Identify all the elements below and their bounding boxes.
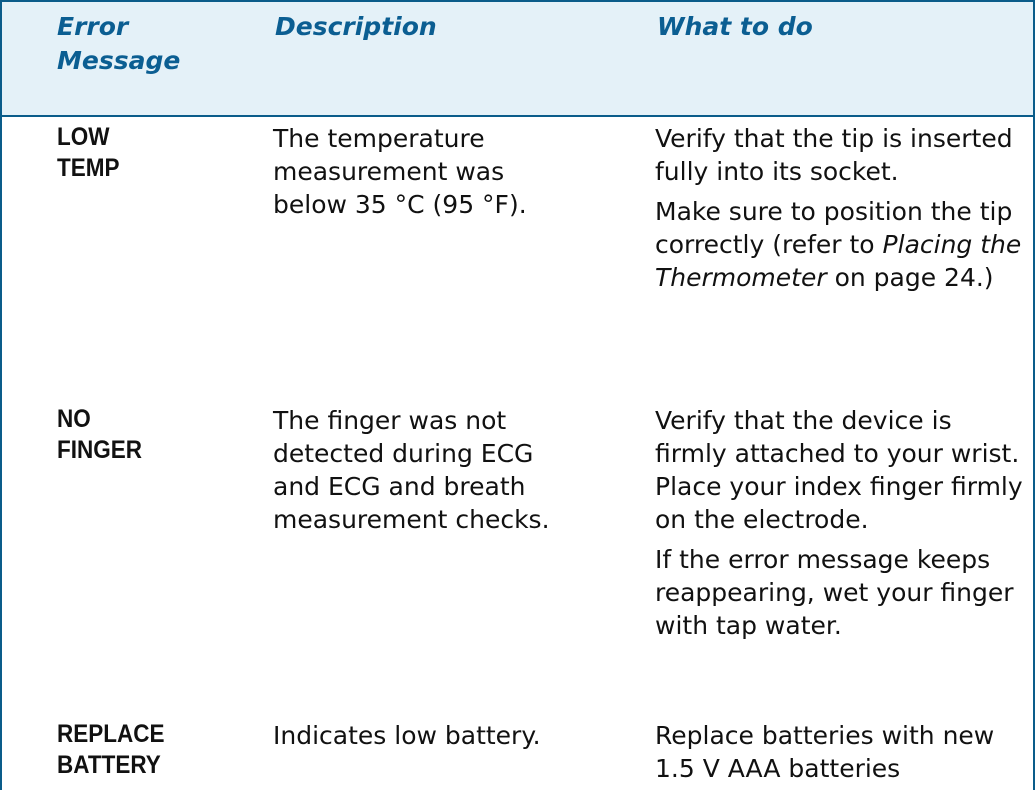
error-description: The temperature measurement was below 35 °C (95 °F). — [273, 124, 527, 219]
header-what-to-do: What to do — [657, 12, 813, 41]
error-actions — [655, 719, 1025, 785]
action-step: Verify that the device is firmly attached to your wrist. Place your index finger firmly on the electrode. — [655, 406, 1023, 534]
error-description: The finger was not detected during ECG and ECG and breath measurement checks. — [273, 406, 550, 534]
action-step: Make sure to position the tip correctly (refer to Placing the Thermometer on page 24.) — [655, 197, 1022, 292]
error-code: LOW TEMP — [57, 123, 120, 182]
error-code: REPLACE BATTERY — [57, 720, 165, 779]
action-step: Verify that the tip is inserted fully into its socket. — [655, 124, 1013, 186]
error-description: Indicates low battery. — [273, 721, 541, 750]
table-header — [2, 2, 1033, 117]
page-reference: Placing the Thermometer — [655, 230, 1022, 292]
error-actions — [655, 404, 1025, 642]
action-step: Replace batteries with new 1.5 V AAA batteries — [655, 721, 995, 783]
error-code: NO FINGER — [57, 405, 143, 464]
header-error-message: Error Message — [57, 12, 181, 75]
error-actions — [655, 122, 1025, 294]
header-description: Description — [275, 12, 437, 41]
action-step: If the error message keeps reappearing, wet your finger with tap water. — [655, 545, 1014, 640]
